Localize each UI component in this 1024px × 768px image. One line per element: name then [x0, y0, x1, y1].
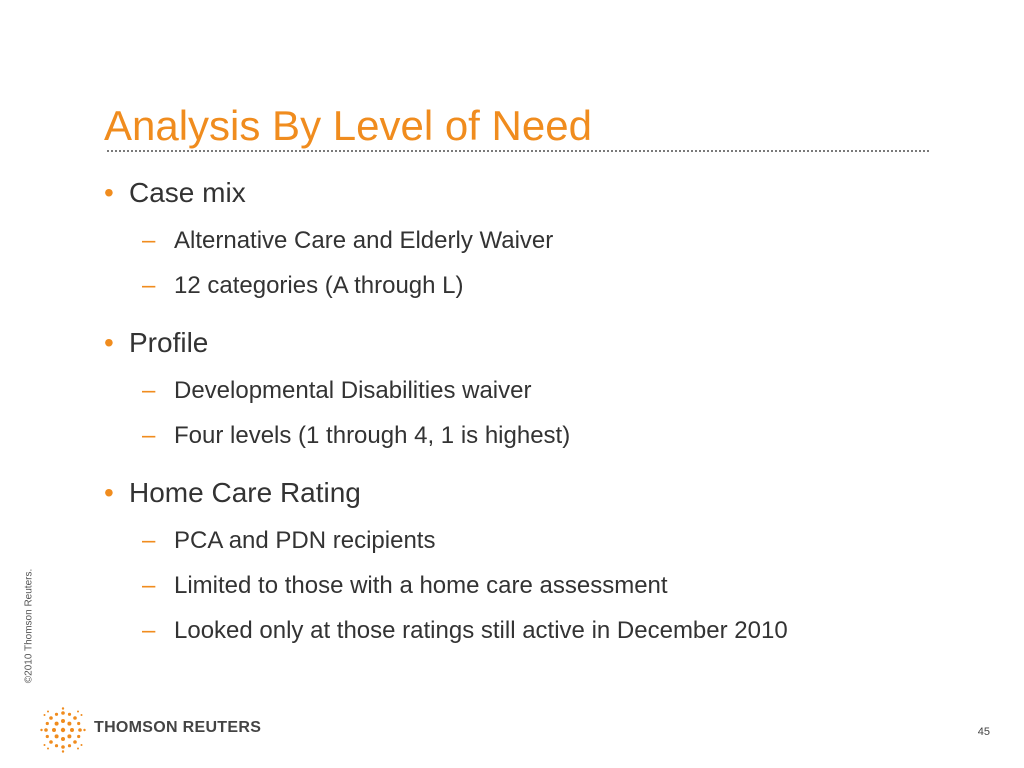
- bullet-marker: •: [104, 327, 114, 358]
- sub-bullet-item: [142, 526, 435, 556]
- sub-bullet-item: [142, 376, 531, 406]
- sub-bullet-text: Looked only at those ratings still active in December 2010: [174, 617, 788, 644]
- thomson-reuters-logo-icon: [40, 707, 86, 753]
- bullet-marker: •: [104, 477, 114, 508]
- sub-bullet-text: Limited to those with a home care assessment: [174, 572, 668, 599]
- brand-wordmark: THOMSON REUTERS: [94, 719, 262, 736]
- sub-bullet-item: [142, 226, 553, 256]
- sub-bullet-text: Developmental Disabilities waiver: [174, 377, 532, 404]
- bullet-marker: •: [104, 177, 114, 208]
- dash-marker: –: [142, 617, 156, 644]
- sub-bullet-item: [142, 616, 788, 646]
- dash-marker: –: [142, 272, 156, 299]
- sub-bullet-item: [142, 421, 570, 451]
- bullet-text: Profile: [129, 327, 209, 358]
- dash-marker: –: [142, 422, 156, 449]
- dash-marker: –: [142, 572, 156, 599]
- bullet-item: [104, 326, 208, 360]
- dash-marker: –: [142, 377, 156, 404]
- slide-title: Analysis By Level of Need: [104, 102, 592, 149]
- bullet-item: [104, 476, 361, 510]
- sub-bullet-text: 12 categories (A through L): [174, 272, 464, 299]
- copyright-notice: ©2010 Thomson Reuters.: [23, 568, 35, 684]
- bullet-text: Home Care Rating: [129, 477, 361, 508]
- page-number: 45: [977, 726, 990, 738]
- sub-bullet-item: [142, 271, 464, 301]
- sub-bullet-text: Four levels (1 through 4, 1 is highest): [174, 422, 571, 449]
- bullet-item: [104, 176, 246, 210]
- dash-marker: –: [142, 227, 156, 254]
- dash-marker: –: [142, 527, 156, 554]
- sub-bullet-text: Alternative Care and Elderly Waiver: [174, 227, 554, 254]
- sub-bullet-item: [142, 571, 668, 601]
- sub-bullet-text: PCA and PDN recipients: [174, 527, 436, 554]
- bullet-text: Case mix: [129, 177, 246, 208]
